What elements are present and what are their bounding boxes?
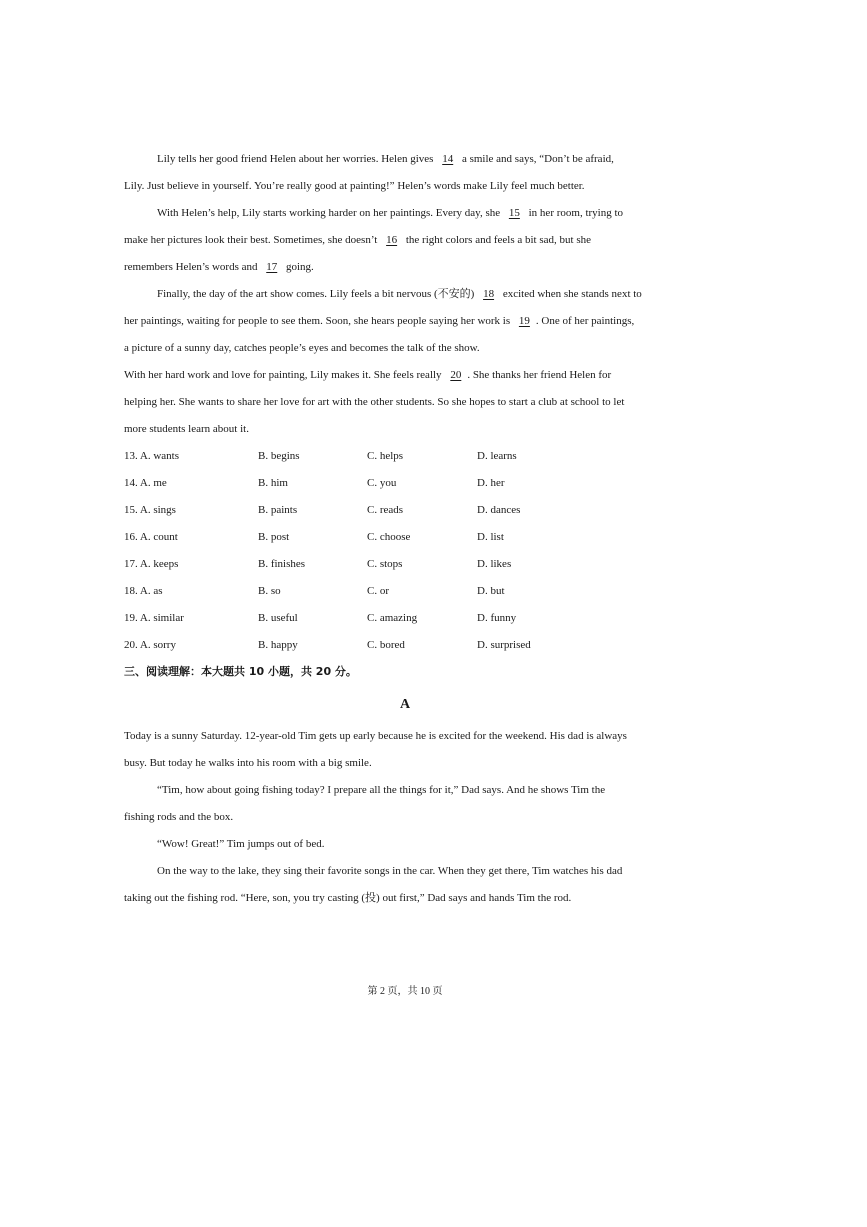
page-footer: 第 2 页，共 10 页 (367, 986, 443, 997)
text: . She thanks her friend Helen for (467, 369, 612, 381)
text: remembers Helen’s words and (124, 261, 261, 273)
cloze-line-9 (124, 368, 611, 382)
option-18-c: C. or (367, 585, 389, 597)
cloze-line-10: helping her. She wants to share her love for art with the other students. So she hopes to start a club at school to let (124, 396, 625, 408)
option-17-d: D. likes (477, 558, 512, 570)
cloze-line-1 (157, 152, 614, 166)
option-13-c: C. helps (367, 450, 404, 462)
text: the right colors and feels a bit sad, but she (403, 234, 591, 246)
option-15-a: 15. A. sings (124, 504, 176, 516)
passage-a-line-1: Today is a sunny Saturday. 12-year-old Tim gets up early because he is excited for the weekend. His dad is always (124, 730, 627, 742)
option-19-c: C. amazing (367, 612, 418, 624)
cloze-line-5 (124, 260, 314, 274)
cloze-line-7 (124, 314, 634, 328)
text: With Helen’s help, Lily starts working harder on her paintings. Every day, she (157, 207, 503, 219)
option-17-b: B. finishes (258, 558, 306, 570)
passage-a-title: A (399, 697, 411, 712)
blank-15: 15 (508, 207, 520, 219)
option-19-d: D. funny (477, 612, 517, 624)
passage-a-line-6: On the way to the lake, they sing their favorite songs in the car. When they get there, Tim watches his dad (157, 865, 623, 877)
text: her paintings, waiting for people to see them. Soon, she hears people saying her work is (124, 315, 513, 327)
option-17-a: 17. A. keeps (124, 558, 179, 570)
section-heading: 三、阅读理解：本大题共 10 小题，共 20 分。 (124, 665, 357, 678)
option-17-c: C. stops (367, 558, 403, 570)
cloze-line-8: a picture of a sunny day, catches people’s eyes and becomes the talk of the show. (124, 342, 480, 354)
option-20-c: C. bored (367, 639, 405, 651)
text: With her hard work and love for painting, Lily makes it. She feels really (124, 369, 445, 381)
blank-14: 14 (442, 153, 454, 165)
blank-20: 20 (450, 369, 462, 381)
option-13-a: 13. A. wants (124, 450, 179, 462)
cloze-line-3 (157, 206, 623, 220)
cloze-line-11: more students learn about it. (124, 423, 249, 435)
option-16-a: 16. A. count (124, 531, 178, 543)
text: going. (283, 261, 314, 273)
text: Finally, the day of the art show comes. Lily feels a bit nervous (不安的) (157, 288, 478, 300)
option-13-b: B. begins (258, 450, 300, 462)
text: make her pictures look their best. Sometimes, she doesn’t (124, 234, 381, 246)
passage-a-line-4: fishing rods and the box. (124, 811, 234, 823)
option-13-d: D. learns (477, 450, 517, 462)
option-20-a: 20. A. sorry (124, 639, 176, 651)
option-14-d: D. her (477, 477, 505, 489)
text: Lily tells her good friend Helen about her worries. Helen gives (157, 153, 437, 165)
option-18-b: B. so (258, 585, 281, 597)
text: excited when she stands next to (500, 288, 642, 300)
option-15-d: D. dances (477, 504, 521, 516)
blank-17: 17 (266, 261, 278, 273)
option-16-b: B. post (258, 531, 290, 543)
text: . One of her paintings, (535, 315, 635, 327)
cloze-line-4 (124, 233, 591, 247)
passage-a-line-5: “Wow! Great!” Tim jumps out of bed. (157, 838, 325, 850)
text: in her room, trying to (525, 207, 624, 219)
option-14-c: C. you (367, 477, 397, 489)
option-16-c: C. choose (367, 531, 411, 543)
blank-16: 16 (386, 234, 398, 246)
option-16-d: D. list (477, 531, 504, 543)
option-19-b: B. useful (258, 612, 298, 624)
passage-a-line-3: “Tim, how about going fishing today? I prepare all the things for it,” Dad says. And he shows Tim the (157, 784, 606, 796)
option-14-b: B. him (258, 477, 288, 489)
option-15-b: B. paints (258, 504, 298, 516)
option-18-d: D. but (477, 585, 505, 597)
option-14-a: 14. A. me (124, 477, 167, 489)
cloze-line-2: Lily. Just believe in yourself. You’re really good at painting!” Helen’s words make Lily feel much better. (124, 180, 585, 192)
passage-a-line-2: busy. But today he walks into his room with a big smile. (124, 757, 372, 769)
option-20-b: B. happy (258, 639, 298, 651)
option-18-a: 18. A. as (124, 585, 163, 597)
cloze-line-6 (157, 287, 642, 301)
text: a smile and says, “Don’t be afraid, (459, 153, 614, 165)
option-20-d: D. surprised (477, 639, 531, 651)
blank-19: 19 (518, 315, 530, 327)
option-19-a: 19. A. similar (124, 612, 184, 624)
blank-18: 18 (483, 288, 495, 300)
option-15-c: C. reads (367, 504, 404, 516)
passage-a-line-7: taking out the fishing rod. “Here, son, you try casting (投) out first,” Dad says and hands Tim the rod. (124, 892, 572, 904)
